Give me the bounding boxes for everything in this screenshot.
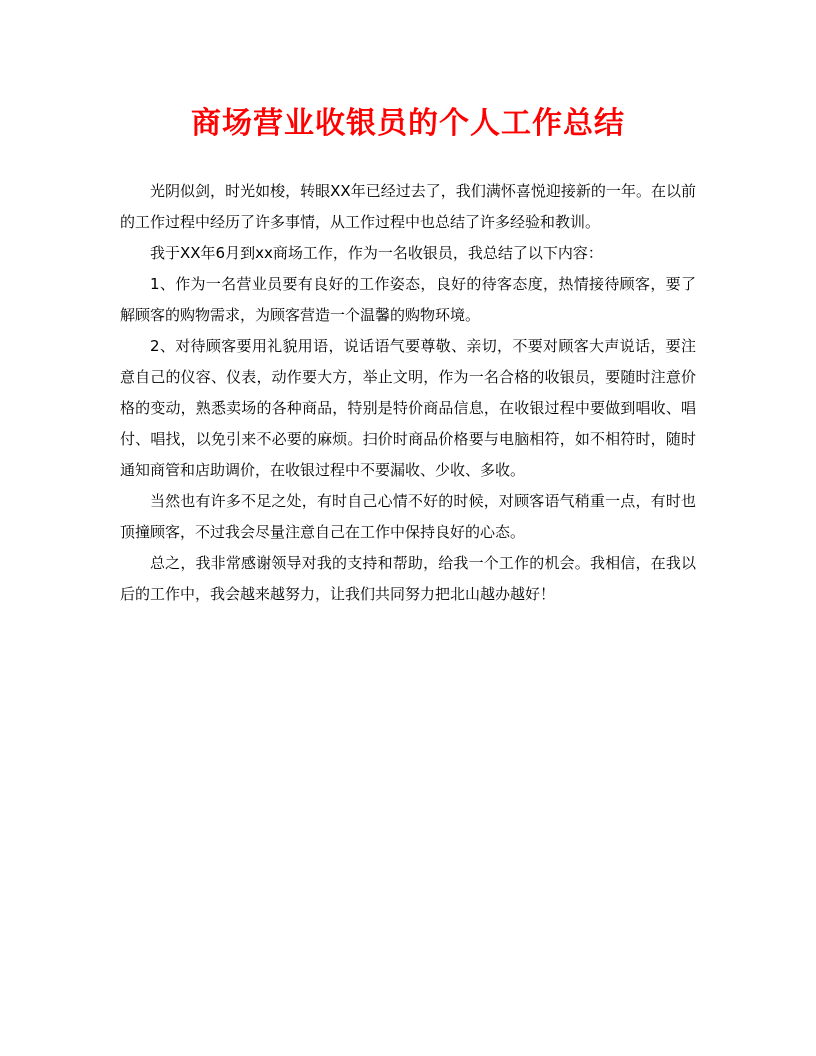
document-title: 商场营业收银员的个人工作总结: [191, 106, 625, 141]
paragraph-shortcomings: 当然也有许多不足之处，有时自己心情不好的时候，对顾客语气稍重一点，有时也顶撞顾客，不过我会尽量注意自己在工作中保持良好的心态。: [120, 492, 696, 541]
paragraph-point-1: 1、作为一名营业员要有良好的工作姿态，良好的待客态度，热情接待顾客，要了解顾客的购物需求，为顾客营造一个温馨的购物环境。: [120, 275, 696, 324]
paragraph-conclusion: 总之，我非常感谢领导对我的支持和帮助，给我一个工作的机会。我相信，在我以后的工作中，我会越来越努力，让我们共同努力把北山越办越好！: [120, 554, 696, 603]
document-body: [120, 176, 696, 610]
paragraph-intro: 光阴似剑，时光如梭，转眼XX年已经过去了，我们满怀喜悦迎接新的一年。在以前的工作过程中经历了许多事情，从工作过程中也总结了许多经验和教训。: [120, 182, 696, 231]
paragraph-employment: 我于XX年6月到xx商场工作，作为一名收银员，我总结了以下内容：: [150, 244, 603, 262]
paragraph-point-2: 2、对待顾客要用礼貌用语，说话语气要尊敬、亲切，不要对顾客大声说话，要注意自己的仪容、仪表，动作要大方，举止文明，作为一名合格的收银员，要随时注意价格的变动，熟悉卖场的各种商品，特别是特价商品信息，在收银过程中要做到唱收、唱付、唱找，以免引来不必要的麻烦。扫价时商品价格要与电脑相符，如不相符时，随时通知商管和店助调价，在收银过程中不要漏收、少收、多收。: [120, 337, 696, 479]
